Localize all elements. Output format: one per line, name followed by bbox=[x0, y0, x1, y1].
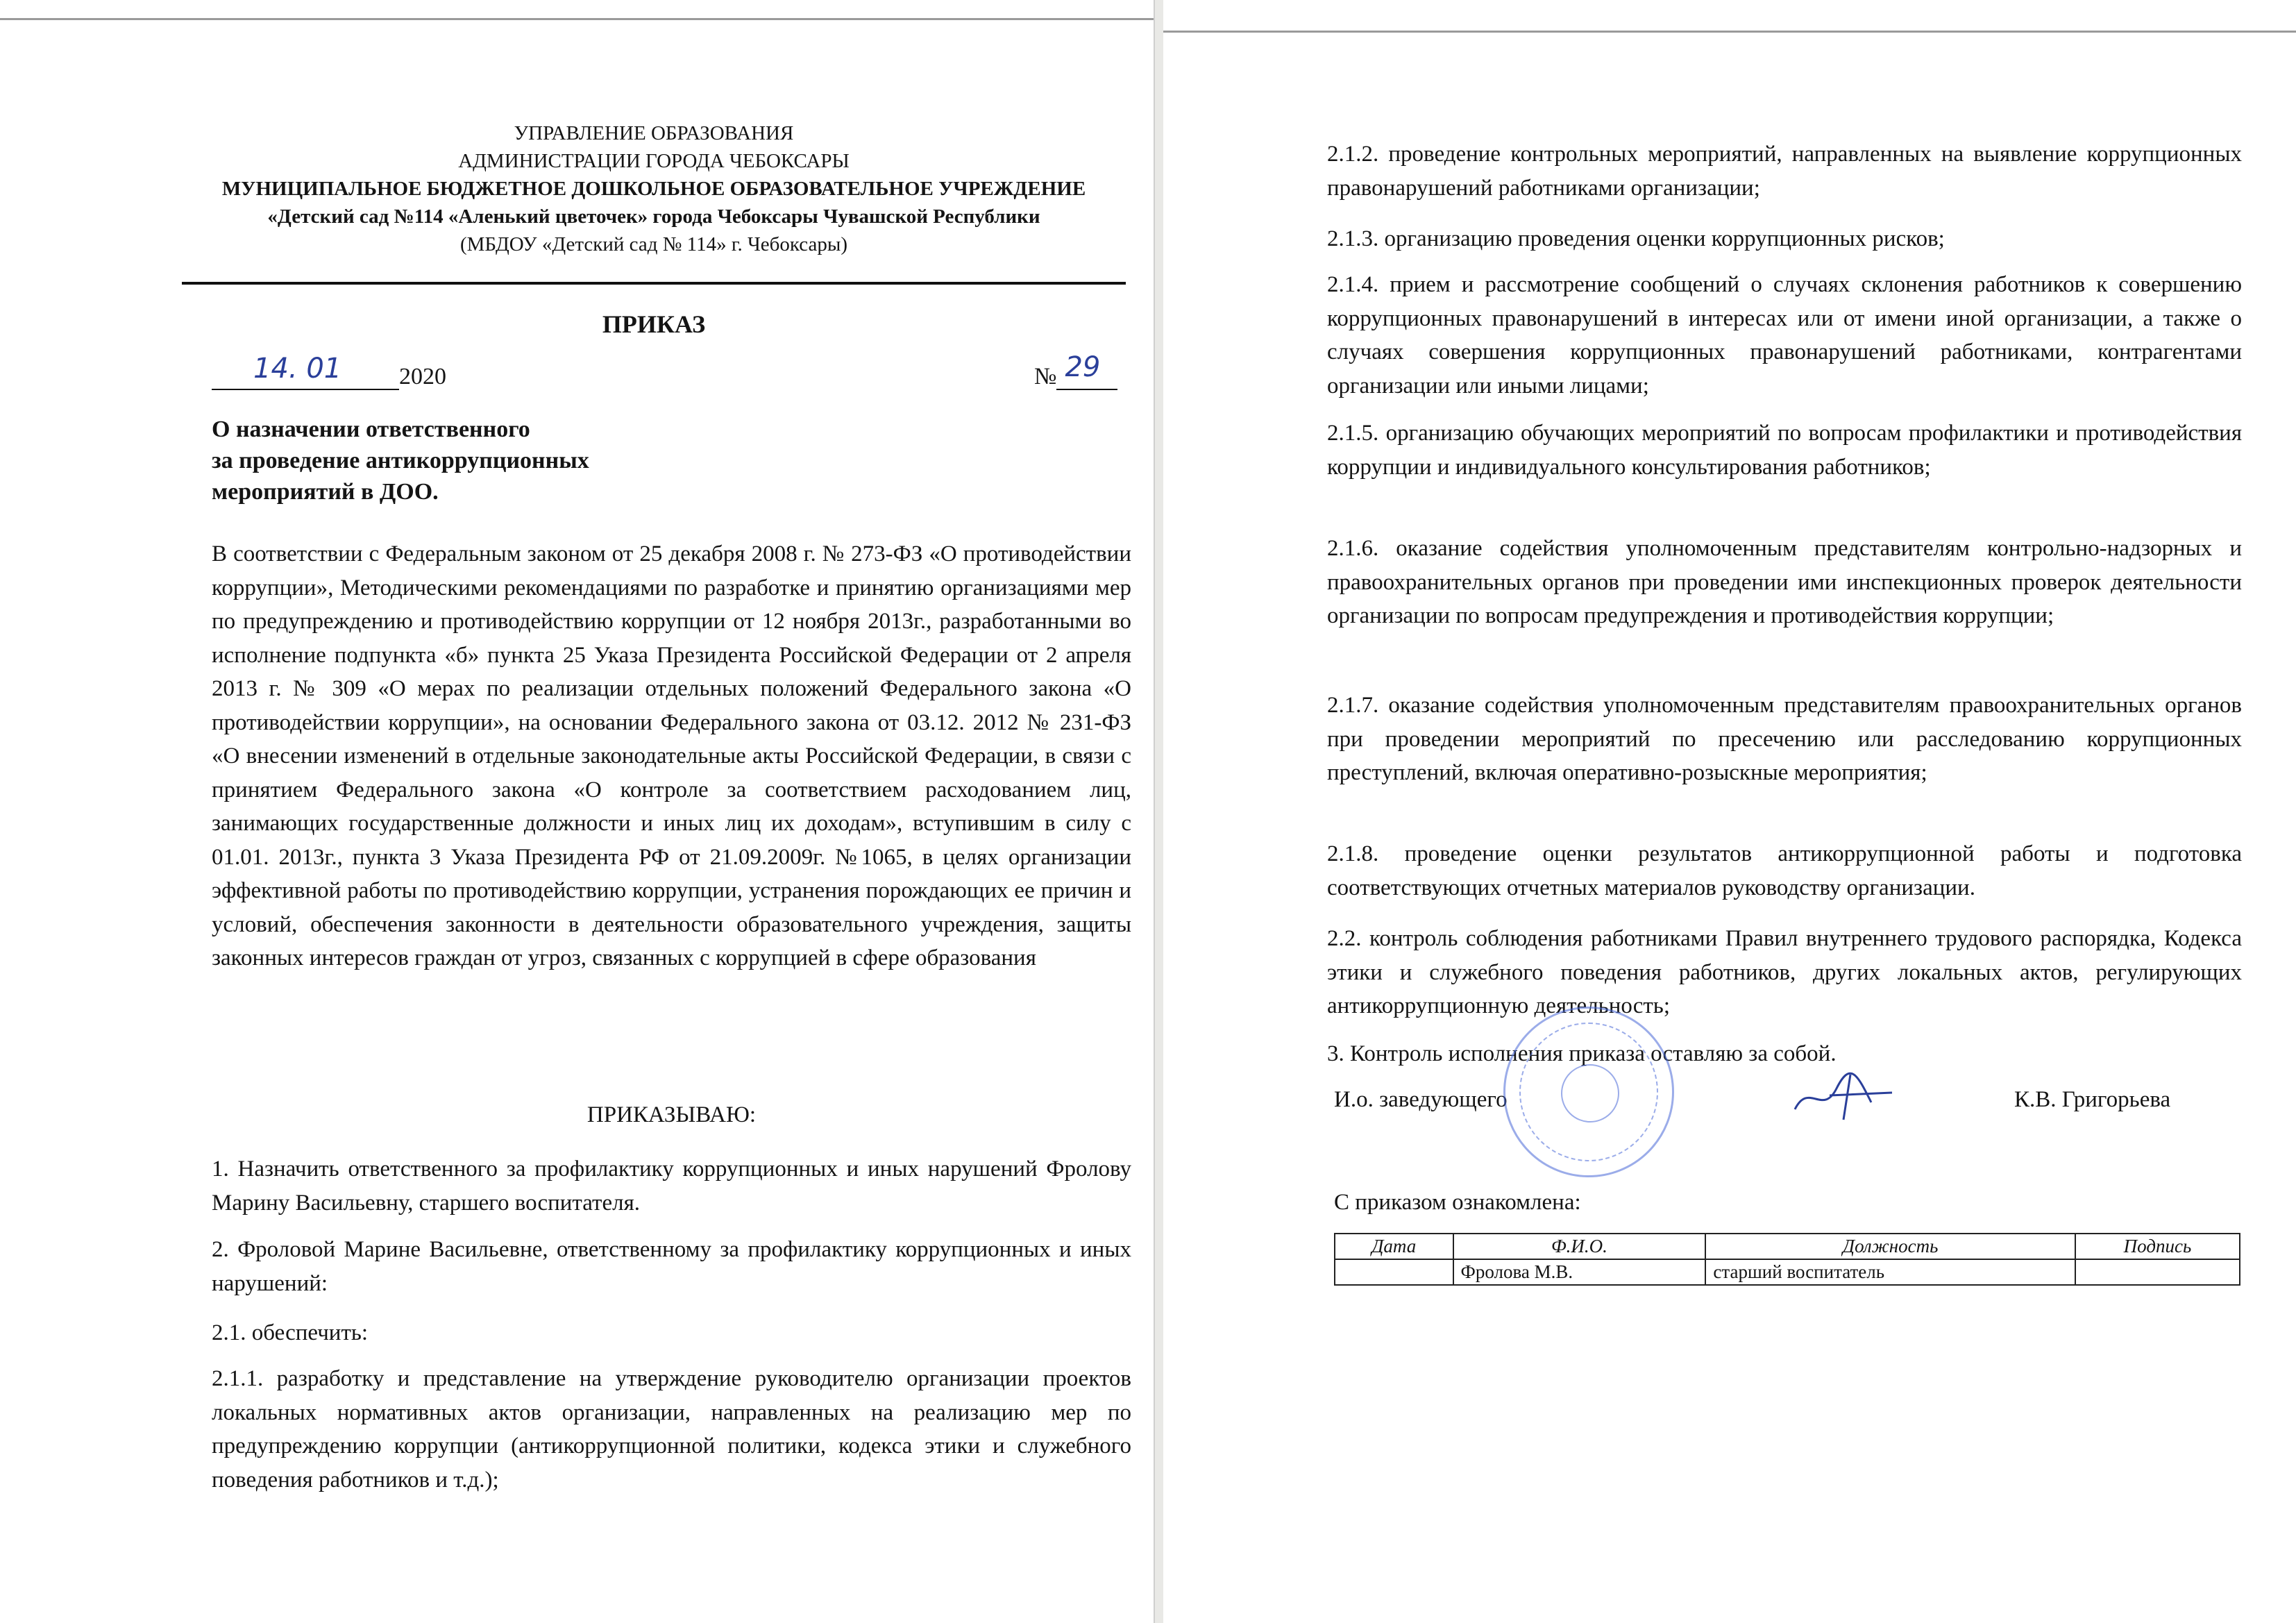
table-cell-position: старший воспитатель bbox=[1705, 1259, 2075, 1285]
acknowledgement-label: С приказом ознакомлена: bbox=[1334, 1190, 1581, 1215]
item-2: 2. Фроловой Марине Васильевне, ответственному за профилактику коррупционных и иных нарушений: bbox=[212, 1237, 1131, 1296]
letterhead-line-4: «Детский сад №114 «Аленький цветочек» города Чебоксары Чувашской Республики bbox=[267, 205, 1040, 228]
item-2-1: 2.1. обеспечить: bbox=[212, 1320, 369, 1345]
item-2-1-1: 2.1.1. разработку и представление на утверждение руководителю организации проектов локальных нормативных актов организации, направленных на реализацию мер по предупреждению коррупции (антикоррупционной политики, кодекса этики и служебного поведения работников и т.д.); bbox=[212, 1366, 1131, 1492]
number-label: № bbox=[1034, 364, 1057, 389]
item-2-1-4: 2.1.4. прием и рассмотрение сообщений о случаях склонения работников к совершению коррупционных правонарушений в интересах или от имени иной организации, а также о случаях совершения коррупционных правонарушений работниками, контрагентами организации или иными лицами; bbox=[1327, 272, 2242, 398]
item-1: 1. Назначить ответственного за профилактику коррупционных и иных нарушений Фролову Марину Васильевну, старшего воспитателя. bbox=[212, 1157, 1131, 1216]
signer-name: К.В. Григорьева bbox=[2014, 1087, 2171, 1112]
table-header-date: Дата bbox=[1335, 1234, 1453, 1259]
item-2-1-7: 2.1.7. оказание содействия уполномоченным представителям правоохранительных органов при проведении мероприятий по пресечению или расследованию коррупционных преступлений, включая оперативно-розыскные мероприятия; bbox=[1327, 693, 2242, 785]
date-blank bbox=[212, 353, 399, 390]
order-date bbox=[212, 353, 446, 390]
page-edge-line bbox=[1163, 31, 2296, 33]
acknowledgement-table bbox=[1334, 1233, 2240, 1286]
letterhead bbox=[182, 119, 1126, 258]
subject-line-1: О назначении ответственного bbox=[212, 417, 530, 442]
item-2-1-2: 2.1.2. проведение контрольных мероприятий, направленных на выявление коррупционных правонарушений работниками организации; bbox=[1327, 142, 2242, 201]
document-page-right bbox=[1163, 0, 2296, 1623]
item-2-1-5: 2.1.5. организацию обучающих мероприятий по вопросам профилактики и противодействия коррупции и индивидуального консультирования работников; bbox=[1327, 421, 2242, 480]
table-cell-name: Фролова М.В. bbox=[1453, 1259, 1706, 1285]
table-header-name: Ф.И.О. bbox=[1453, 1234, 1706, 1259]
order-number bbox=[1034, 351, 1117, 390]
item-2-2: 2.2. контроль соблюдения работниками Правил внутреннего трудового распорядка, Кодекса этики и служебного поведения работников, других локальных актов, регулирующих антикоррупционную деятельность; bbox=[1327, 926, 2242, 1018]
table-header-row bbox=[1335, 1234, 2240, 1259]
table-row bbox=[1335, 1259, 2240, 1285]
date-year: 2020 bbox=[399, 364, 446, 389]
letterhead-line-5: (МБДОУ «Детский сад № 114» г. Чебоксары) bbox=[459, 233, 848, 255]
document-title: ПРИКАЗ bbox=[602, 310, 706, 338]
letterhead-line-3: МУНИЦИПАЛЬНОЕ БЮДЖЕТНОЕ ДОШКОЛЬНОЕ ОБРАЗОВАТЕЛЬНОЕ УЧРЕЖДЕНИЕ bbox=[221, 178, 1086, 200]
item-2-1-3: 2.1.3. организацию проведения оценки коррупционных рисков; bbox=[1327, 226, 1945, 251]
subject-line-2: за проведение антикоррупционных bbox=[212, 448, 589, 473]
table-header-signature: Подпись bbox=[2075, 1234, 2240, 1259]
item-3: 3. Контроль исполнения приказа оставляю за собой. bbox=[1327, 1041, 1837, 1066]
table-cell-date bbox=[1335, 1259, 1453, 1285]
handwritten-number: 29 bbox=[1065, 351, 1101, 383]
handwritten-date: 14. 01 bbox=[253, 353, 342, 385]
number-blank bbox=[1056, 351, 1117, 390]
item-2-1-6: 2.1.6. оказание содействия уполномоченным представителям контрольно-надзорных и правоохранительных органов при проведении ими инспекционных проверок деятельности организации по вопросам предупреждения и противодействия коррупции; bbox=[1327, 536, 2242, 628]
table-cell-signature bbox=[2075, 1259, 2240, 1285]
signer-role: И.о. заведующего bbox=[1334, 1087, 1508, 1112]
letterhead-line-1: УПРАВЛЕНИЕ ОБРАЗОВАНИЯ bbox=[514, 122, 794, 144]
order-word: ПРИКАЗЫВАЮ: bbox=[586, 1102, 757, 1127]
item-2-1-8: 2.1.8. проведение оценки результатов антикоррупционной работы и подготовка соответствующих отчетных материалов руководству организации. bbox=[1327, 841, 2242, 900]
page-edge-line bbox=[0, 18, 1154, 20]
official-seal-stamp bbox=[1503, 1007, 1674, 1177]
header-divider bbox=[182, 282, 1126, 285]
preamble-paragraph: В соответствии с Федеральным законом от 25 декабря 2008 г. № 273-ФЗ «О противодействии коррупции», Методическими рекомендациями по разработке и принятию организациями мер по предупреждению и противодействию коррупции от 12 ноября 2013г., разработанными во исполнение подпункта «б» пункта 25 Указа Президента Российской Федерации от 2 апреля 2013 г. № 309 «О мерах по реализации отдельных положений Федерального закона «О противодействии коррупции», на основании Федерального закона от 03.12. 2012 № 231-ФЗ «О внесении изменений в отдельные законодательные акты Российской Федерации, в связи с принятием Федерального закона «О контроле за соответствием расходованием лиц, занимающих государственные должности и иных лиц их доходам», вступившим в силу с 01.01. 2013г., пункта 3 Указа Президента РФ от 21.09.2009г. №1065, в целях организации эффективной работы по противодействию коррупции, устранения порождающих ее причин и условий, обеспечения законности в деятельности образовательного учреждения, защиты законных интересов граждан от угроз, связанных с коррупцией в сфере образования bbox=[212, 541, 1131, 970]
handwritten-signature bbox=[1788, 1068, 1906, 1123]
table-header-position: Должность bbox=[1705, 1234, 2075, 1259]
letterhead-line-2: АДМИНИСТРАЦИИ ГОРОДА ЧЕБОКСАРЫ bbox=[458, 150, 850, 172]
order-subject bbox=[212, 414, 589, 507]
subject-line-3: мероприятий в ДОО. bbox=[212, 479, 439, 505]
